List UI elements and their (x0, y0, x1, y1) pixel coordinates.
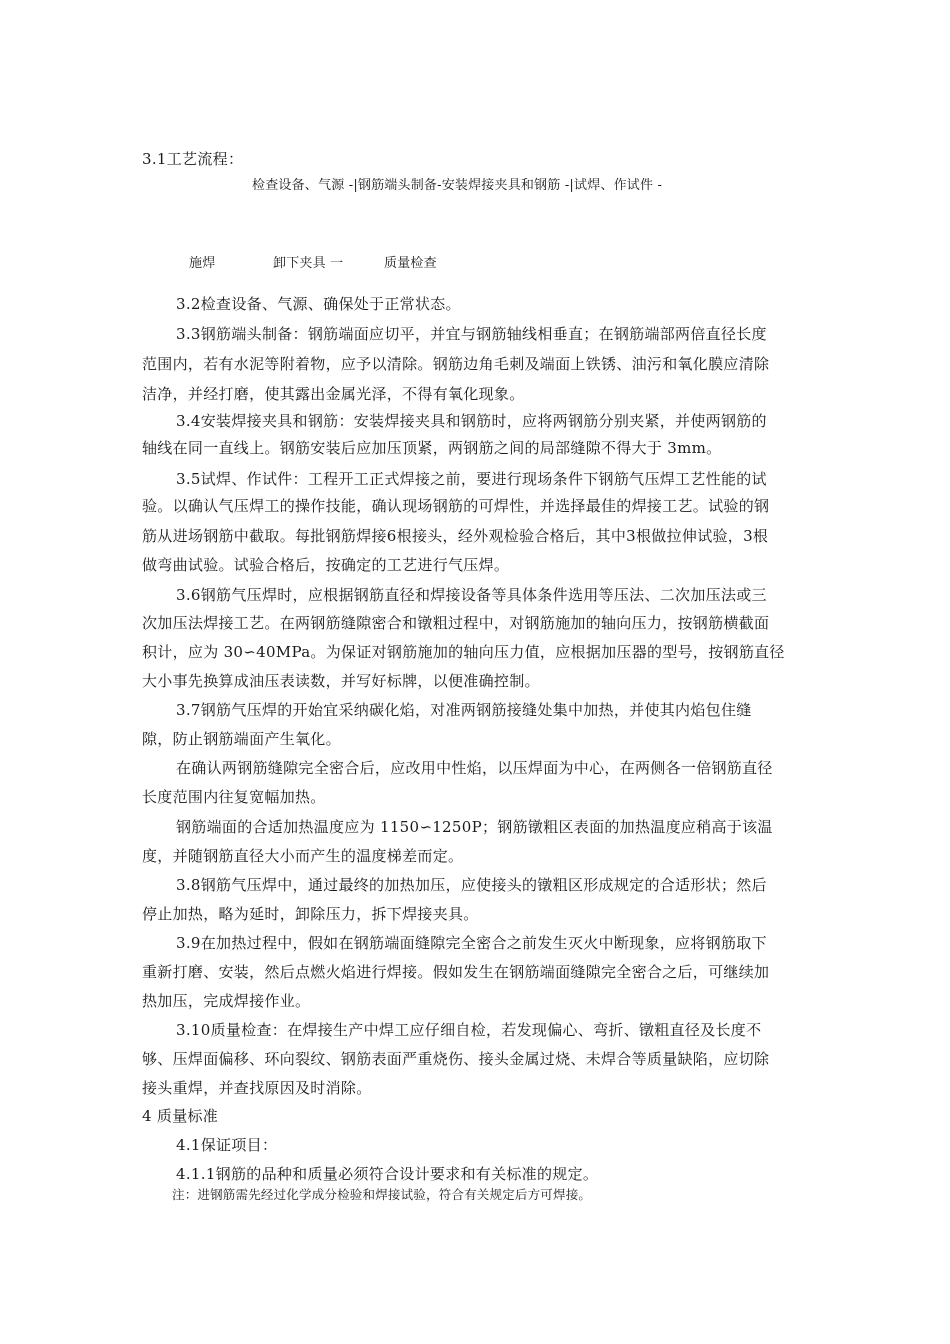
body-line: 大小事先换算成油压表读数，并写好标牌，以便准确控制。 (142, 672, 540, 690)
body-line: 停止加热，略为延时，卸除压力，拆下焊接夹具。 (142, 905, 479, 923)
body-line: 隙，防止钢筋端面产生氧化。 (142, 730, 341, 748)
body-line: 在确认两钢筋缝隙完全密合后，应改用中性焰，以压焊面为中心，在两侧各一倍钢筋直径 (176, 759, 773, 777)
body-line: 洁净，并经打磨，使其露出金属光泽，不得有氧化现象。 (142, 385, 525, 403)
body-line: 3.8钢筋气压焊中，通过最终的加热加压，应使接头的镦粗区形成规定的合适形状；然后 (176, 876, 767, 894)
body-line: 积计，应为 30∽40MPa。为保证对钢筋施加的轴向压力值，应根据加压器的型号，按钢筋直径 (142, 643, 785, 661)
body-line: 重新打磨、安装，然后点燃火焰进行焊接。假如发生在钢筋端面缝隙完全密合之后，可继续加 (142, 963, 770, 981)
section-3-1-title: 3.1工艺流程： (142, 150, 244, 168)
body-line: 3.5试焊、作试件：工程开工正式焊接之前，要进行现场条件下钢筋气压焊工艺性能的试 (176, 470, 767, 488)
body-line: 3.2检查设备、气源、确保处于正常状态。 (176, 295, 461, 313)
body-line: 4.1保证项目： (176, 1136, 278, 1154)
body-line: 4.1.1钢筋的品种和质量必须符合设计要求和有关标准的规定。 (176, 1165, 599, 1183)
section-4-heading: 4 质量标准 (142, 1107, 219, 1125)
body-line: 3.3钢筋端头制备：钢筋端面应切平，并宜与钢筋轴线相垂直；在钢筋端部两倍直径长度 (176, 325, 767, 343)
body-line: 接头重焊，并查找原因及时消除。 (142, 1079, 372, 1097)
body-line: 次加压法焊接工艺。在两钢筋缝隙密合和镦粗过程中，对钢筋施加的轴向压力，按钢筋横截面 (142, 614, 770, 632)
body-line: 够、压焊面偏移、环向裂纹、钢筋表面严重烧伤、接头金属过烧、未焊合等质量缺陷，应切除 (142, 1050, 770, 1068)
body-line: 3.4安装焊接夹具和钢筋：安装焊接夹具和钢筋时，应将两钢筋分别夹紧，并使两钢筋的 (176, 412, 767, 430)
body-line: 度，并随钢筋直径大小而产生的温度梯差而定。 (142, 847, 464, 865)
body-line: 3.6钢筋气压焊时，应根据钢筋直径和焊接设备等具体条件选用等压法、二次加压法或三 (176, 586, 767, 604)
note-line: 注：进钢筋需先经过化学成分检验和焊接试验，符合有关规定后方可焊接。 (172, 1187, 592, 1202)
body-line: 3.10质量检查：在焊接生产中焊工应仔细自检，若发现偏心、弯折、镦粗直径及长度不 (176, 1021, 762, 1039)
body-line: 范围内，若有水泥等附着物，应予以清除。钢筋边角毛刺及端面上铁锈、油污和氧化膜应清除 (142, 355, 770, 373)
body-line: 热加压，完成焊接作业。 (142, 992, 311, 1010)
flow-row-1: 检查设备、气源 -|钢筋端头制备-安装焊接夹具和钢筋 -|试焊、作试件 - (252, 178, 663, 193)
body-line: 3.7钢筋气压焊的开始宜采纳碳化焰，对准两钢筋接缝处集中加热，并使其内焰包住缝 (176, 701, 752, 719)
flow-item-quality-check: 质量检查 (384, 256, 437, 271)
body-line: 长度范围内往复宽幅加热。 (142, 788, 326, 806)
body-line: 验。以确认气压焊工的操作技能，确认现场钢筋的可焊性，并选择最佳的焊接工艺。试验的钢 (142, 497, 770, 515)
body-line: 钢筋端面的合适加热温度应为 1150∽1250P；钢筋镦粗区表面的加热温度应稍高于该温 (176, 818, 773, 836)
body-line: 做弯曲试验。试验合格后，按确定的工艺进行气压焊。 (142, 556, 510, 574)
flow-item-unload-clamp: 卸下夹具 一 (273, 256, 344, 271)
flow-item-welding: 施焊 (189, 256, 216, 271)
body-line: 筋从进场钢筋中截取。每批钢筋焊接6根接头，经外观检验合格后，其中3根做拉伸试验，3根 (142, 527, 769, 545)
body-line: 轴线在同一直线上。钢筋安装后应加压顶紧，两钢筋之间的局部缝隙不得大于 3mm。 (142, 439, 722, 457)
body-line: 3.9在加热过程中，假如在钢筋端面缝隙完全密合之前发生灭火中断现象，应将钢筋取下 (176, 934, 767, 952)
